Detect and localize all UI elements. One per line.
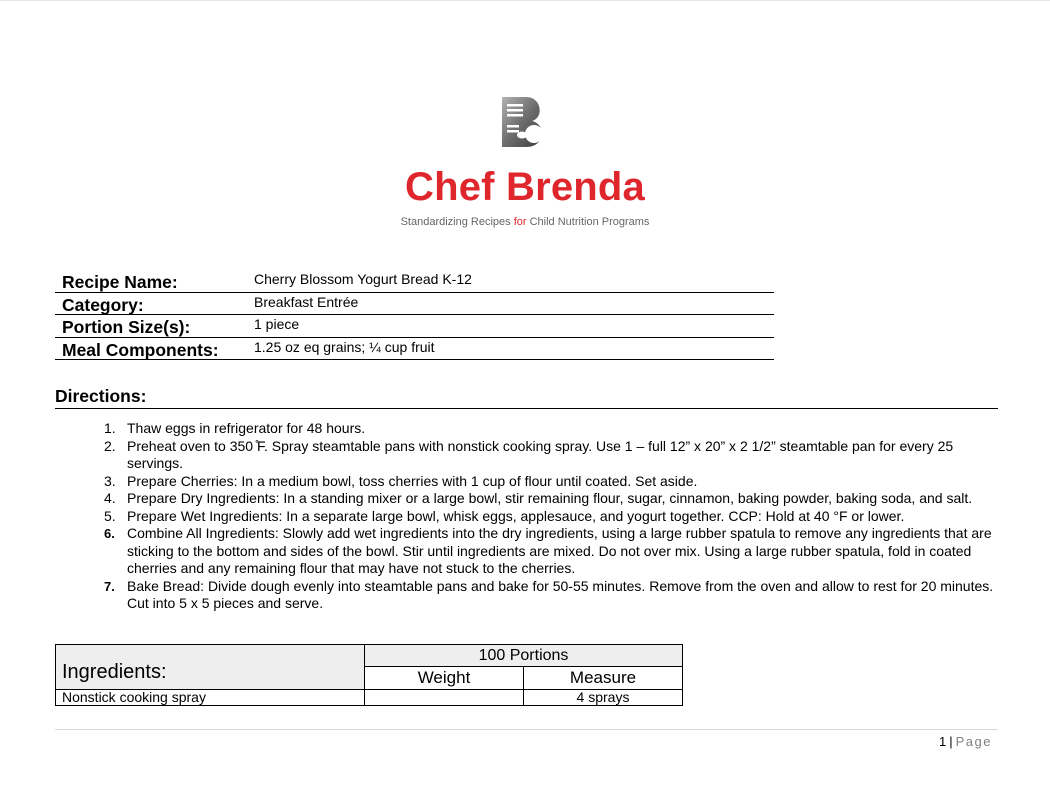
step-text: Prepare Wet Ingredients: In a separate large bowl, whisk eggs, applesauce, and yogurt together. CCP: Hold at 40 °F or lower. (127, 507, 905, 524)
direction-step (100, 525, 1000, 578)
recipe-name-row (55, 270, 774, 293)
category-label: Category: (62, 294, 144, 315)
recipe-name-label: Recipe Name: (62, 272, 178, 292)
portions-header: 100 Portions (365, 645, 683, 667)
direction-step (100, 420, 1000, 438)
directions-header (55, 385, 998, 409)
portion-size-label: Portion Size(s): (62, 317, 191, 337)
page-number (939, 734, 992, 749)
page-word: Page (955, 734, 992, 749)
ingredients-title: Ingredients: (56, 645, 365, 690)
step-text: Preheat oven to 350 ̊F. Spray steamtable pans with nonstick cooking spray. Use 1 – full 12” x 20” x 2 1/2” steamtable pan for every 25 servings. (127, 437, 954, 471)
tagline-part: Standardizing Recipes (400, 216, 514, 228)
recipe-info (55, 270, 774, 360)
chef-brenda-logo-icon (500, 95, 548, 149)
step-number: 7. (104, 578, 115, 594)
ingredient-row (56, 690, 683, 706)
direction-step (100, 578, 1000, 613)
tagline-for: for (513, 216, 527, 228)
step-number: 5. (104, 507, 116, 524)
top-border (0, 0, 1050, 1)
ingredient-name: Nonstick cooking spray (56, 690, 365, 706)
brand-tagline (0, 216, 1050, 228)
directions-list (100, 420, 1000, 613)
page-separator: | (949, 734, 953, 749)
weight-header: Weight (365, 667, 524, 690)
measure-header: Measure (524, 667, 683, 690)
step-text: Thaw eggs in refrigerator for 48 hours. (127, 420, 366, 436)
directions-title: Directions: (55, 386, 147, 406)
step-text: Prepare Cherries: In a medium bowl, toss cherries with 1 cup of flour until coated. Set aside. (127, 472, 698, 489)
category-row (55, 293, 774, 316)
direction-step (100, 438, 1000, 473)
step-number: 1. (104, 420, 116, 436)
portion-size-row (55, 315, 774, 338)
tagline-part: Child Nutrition Programs (526, 216, 650, 228)
step-number: 6. (104, 526, 115, 541)
direction-step (100, 490, 1000, 508)
step-number: 4. (104, 490, 116, 506)
portion-size-value: 1 piece (254, 316, 300, 332)
step-text: Bake Bread: Divide dough evenly into steamtable pans and bake for 50-55 minutes. Remove from the oven and allow to rest for 20 minutes. Cut into 5 x 5 pieces and serve. (127, 577, 994, 611)
recipe-name-value: Cherry Blossom Yogurt Bread K-12 (254, 271, 472, 287)
step-text: Prepare Dry Ingredients: In a standing mixer or a large bowl, stir remaining flour, sugar, cinnamon, baking powder, baking soda, and salt. (127, 490, 973, 506)
ingredient-weight (365, 690, 524, 706)
direction-step (100, 473, 1000, 491)
ingredients-table (55, 644, 683, 706)
meal-components-label: Meal Components: (62, 339, 219, 360)
footer-divider (55, 729, 998, 730)
step-number: 2. (104, 437, 116, 454)
brand-name: Chef Brenda (404, 165, 645, 209)
page-number-value: 1 (939, 734, 947, 749)
ingredient-measure: 4 sprays (524, 690, 683, 706)
category-value: Breakfast Entrée (254, 293, 359, 310)
step-text: Combine All Ingredients: Slowly add wet ingredients into the dry ingredients, using a large rubber spatula to remove any ingredients that are sticking to the bottom and sides of the bowl. Stir until ingredients are mixed. Do not over mix. Using a large rubber spatula, fold in coated cherries and any remaining flour that may have not stuck to the cherries. (127, 525, 992, 576)
step-number: 3. (104, 472, 116, 489)
direction-step (100, 508, 1000, 526)
meal-components-row (55, 338, 774, 361)
meal-components-value: 1.25 oz eq grains; ¼ cup fruit (254, 338, 435, 355)
